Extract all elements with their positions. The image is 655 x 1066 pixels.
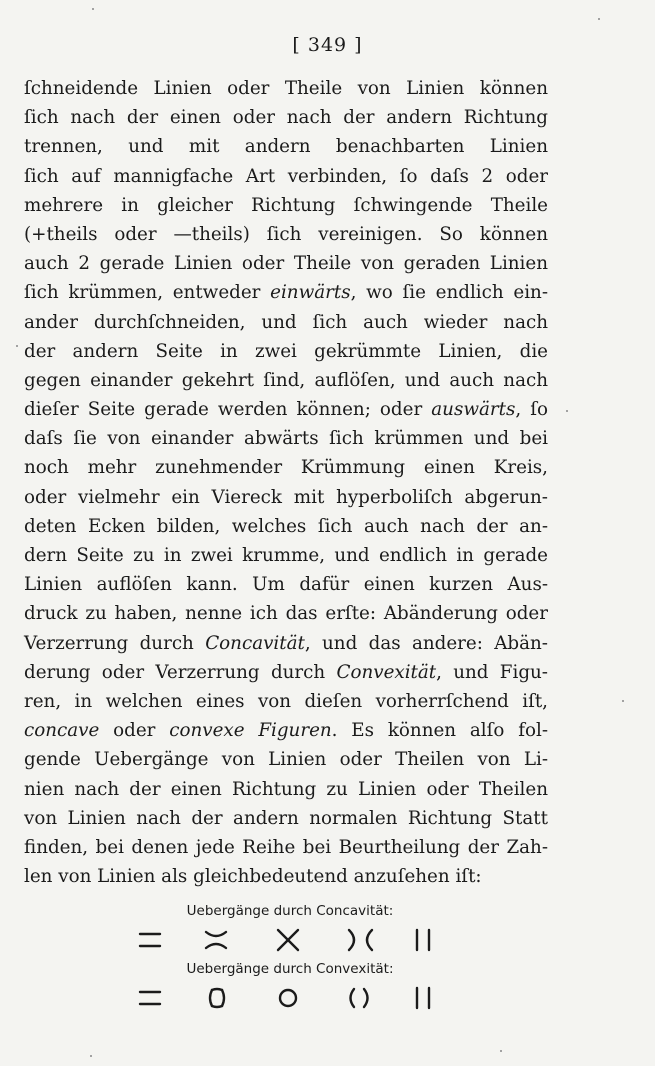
text-line: noch mehr zunehmender Krümmung einen Kreis,	[24, 457, 548, 479]
text-line: dieſer Seite gerade werden können; oder auswärts, ſo	[24, 399, 548, 421]
cross-icon	[278, 930, 298, 950]
text-line: mehrere in gleicher Richtung ſchwingende Theile	[24, 194, 548, 216]
parentheses-outward-icon	[349, 930, 372, 950]
text-line: trennen, und mit andern benachbarten Linien	[24, 136, 548, 158]
equal-lines-icon	[140, 992, 160, 1004]
text-line: ſchneidende Linien oder Theile von Linien können	[24, 78, 548, 99]
text-line: ſich nach der einen oder nach der andern Richtung	[24, 107, 548, 129]
emphasized-term: auswärts	[431, 399, 516, 421]
text-line: deten Ecken bilden, welches ſich auch nach der an-	[24, 515, 548, 537]
text-line: ren, in welchen eines von dieſen vorherrſchend iſt,	[24, 690, 548, 712]
equal-lines-icon	[140, 934, 160, 946]
caption-concavity: Uebergänge durch Concavität:	[186, 903, 394, 919]
paper-speck	[90, 1055, 92, 1057]
text-line: Linien auflöſen kann. Um dafür einen kurzen Aus-	[24, 574, 548, 596]
parallel-vertical-icon	[417, 988, 429, 1008]
text-line: len von Linien als gleichbedeutend anzuſehen iſt:	[24, 866, 482, 888]
page-number: [ 349 ]	[292, 34, 363, 56]
emphasized-term: Convexität	[336, 661, 437, 683]
text-line: gegen einander gekehrt ſind, auflöſen, und auch nach	[24, 369, 548, 391]
emphasized-term: Concavität	[205, 632, 305, 654]
text-line: ſich auf mannigfache Art verbinden, ſo daſs 2 oder	[24, 165, 548, 187]
text-line: daſs ſie von einander abwärts ſich krümmen und bei	[24, 428, 548, 450]
text-line: concave oder convexe Figuren. Es können alſo fol-	[24, 720, 549, 742]
text-line: dern Seite zu in zwei krumme, und endlich in gerade	[24, 545, 548, 566]
emphasized-term: einwärts	[270, 282, 351, 304]
text-line: der andern Seite in zwei gekrümmte Linien, die	[24, 340, 548, 362]
text-line: ander durchſchneiden, und ſich auch wieder nach	[24, 311, 548, 333]
parallel-vertical-icon	[417, 930, 429, 950]
paper-speck	[566, 410, 568, 412]
parentheses-icon	[351, 989, 368, 1007]
text-line: auch 2 gerade Linien oder Theile von geraden Linien	[24, 253, 548, 275]
paper-speck	[16, 345, 18, 347]
oval-vertical-icon	[210, 989, 224, 1007]
emphasized-term: convexe Figuren	[169, 720, 332, 742]
text-line: von Linien nach der andern normalen Richtung Statt	[24, 807, 548, 829]
text-line: druck zu haben, nenne ich das erſte: Abänderung oder	[24, 603, 548, 625]
emphasized-term: concave	[24, 720, 100, 742]
text-line: (+theils oder —theils) ſich vereinigen. So können	[24, 223, 548, 245]
text-line: ſich krümmen, entweder einwärts, wo ſie endlich ein-	[24, 282, 548, 304]
text-line: nien nach der einen Richtung zu Linien oder Theilen	[24, 778, 548, 800]
text-line: Verzerrung durch Concavität, und das andere: Abän-	[24, 632, 548, 654]
curves-inward-icon	[206, 932, 226, 948]
text-line: derung oder Verzerrung durch Convexität, und Figu-	[24, 661, 548, 683]
text-line: finden, bei denen jede Reihe bei Beurtheilung der Zah-	[24, 836, 548, 858]
circle-icon	[280, 990, 296, 1006]
paper-speck	[500, 1050, 502, 1052]
text-line: gende Uebergänge von Linien oder Theilen von Li-	[24, 749, 548, 771]
text-line: oder vielmehr ein Viereck mit hyperboliſch abgerun-	[24, 486, 548, 508]
paper-speck	[92, 8, 94, 10]
paper-speck	[622, 700, 624, 702]
paper-speck	[598, 18, 600, 20]
caption-convexity: Uebergänge durch Convexität:	[186, 961, 394, 977]
